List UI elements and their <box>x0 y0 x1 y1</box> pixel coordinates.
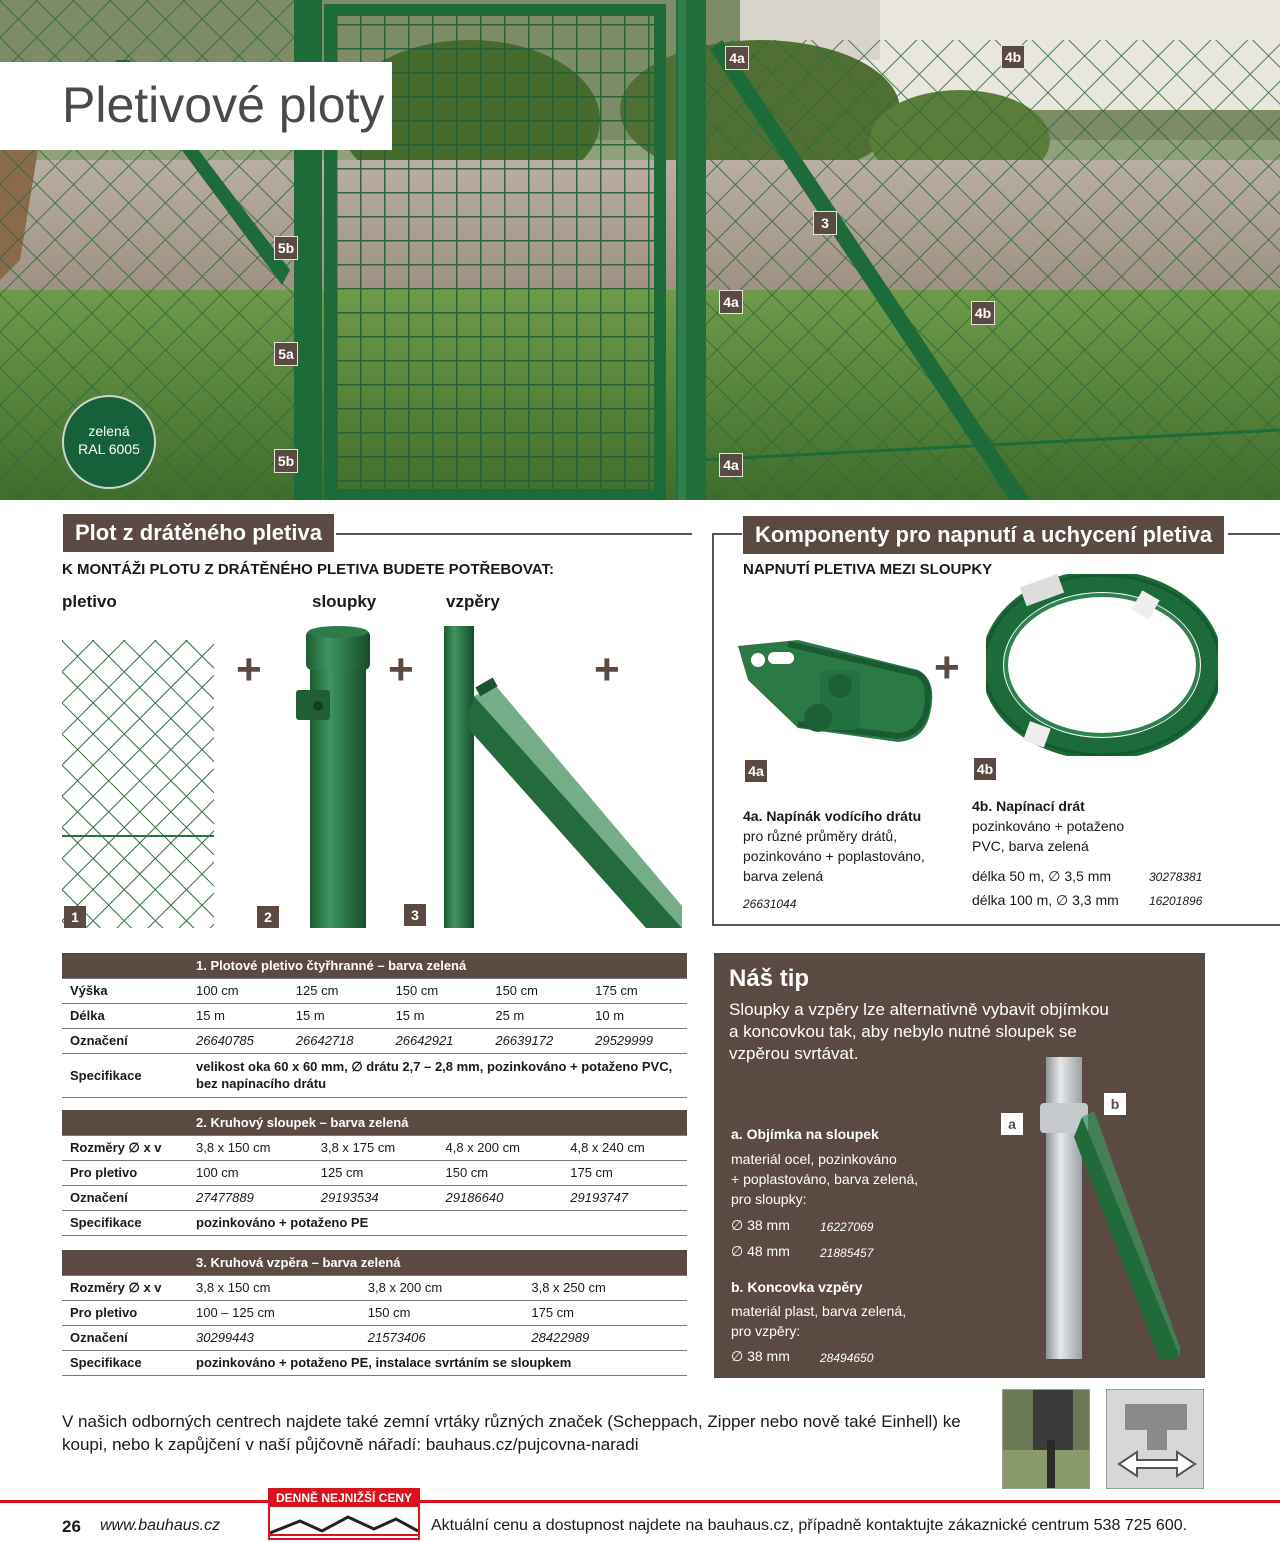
table-row <box>62 1053 687 1097</box>
price-zigzag-icon <box>270 1507 418 1538</box>
product-code: 16227069 <box>820 1220 874 1234</box>
table-cell: 15 m <box>288 1003 388 1028</box>
callout-badge: 5a <box>274 342 298 366</box>
table-row <box>62 1275 687 1300</box>
table-row <box>62 1028 687 1053</box>
daily-low-price-label: DENNĚ NEJNIŽŠÍ CENY <box>270 1490 418 1507</box>
table-cell: 100 cm <box>188 978 288 1003</box>
tensioner-image <box>728 630 936 752</box>
row-header: Označení <box>62 1325 188 1350</box>
table-cell: 15 m <box>388 1003 488 1028</box>
row-header: Pro pletivo <box>62 1300 188 1325</box>
row-header: Označení <box>62 1185 188 1210</box>
item-label-braces: vzpěry <box>446 592 500 611</box>
product-desc: pozinkováno + potaženo <box>972 818 1125 834</box>
table-cell: 150 cm <box>438 1160 563 1185</box>
table-cell: 25 m <box>487 1003 587 1028</box>
tip-a-title: a. Objímka na sloupek <box>731 1126 879 1142</box>
product-code: 28494650 <box>820 1351 874 1365</box>
tip-a-desc: materiál ocel, pozinkováno <box>731 1151 897 1167</box>
callout-badge: 4a <box>725 46 749 70</box>
item-number: 1 <box>64 906 86 928</box>
table-row <box>62 1350 687 1375</box>
tip-a-desc: pro sloupky: <box>731 1191 807 1207</box>
mesh-image <box>62 640 214 928</box>
table-title: 1. Plotové pletivo čtyřhranné – barva zelená <box>62 953 687 978</box>
auger-note: V našich odborných centrech najdete také zemní vrtáky různých značek (Scheppach, Zipper nebo nově také Einhell) ke koupi, nebo k zapůjčení v naší půjčovně nářadí: bauhaus.cz/pujcovna-naradi <box>62 1412 961 1454</box>
table-cell: 150 cm <box>360 1300 524 1325</box>
footer-rule <box>0 1500 1280 1503</box>
table-cell: 4,8 x 240 cm <box>562 1135 687 1160</box>
product-code: 29529999 <box>587 1028 687 1053</box>
plus-sign: + <box>934 643 960 692</box>
product-title: 4b. Napínací drát <box>972 798 1085 814</box>
frame-line <box>712 924 1280 926</box>
row-header: Výška <box>62 978 188 1003</box>
product-code: 26642718 <box>288 1028 388 1053</box>
product-code: 26631044 <box>743 897 797 911</box>
item-badge: 4b <box>974 758 996 780</box>
rental-icon <box>1106 1389 1204 1489</box>
table-cell: 125 cm <box>288 978 388 1003</box>
color-name: zelená <box>88 423 130 439</box>
row-header: Rozměry ∅ x v <box>62 1135 188 1160</box>
product-desc: PVC, barva zelená <box>972 838 1089 854</box>
row-header: Pro pletivo <box>62 1160 188 1185</box>
tip-b-desc: pro vzpěry: <box>731 1323 801 1339</box>
table-cell: 175 cm <box>587 978 687 1003</box>
table-row <box>62 1210 687 1235</box>
callout-badge: 4a <box>719 290 743 314</box>
product-code: 27477889 <box>188 1185 313 1210</box>
row-header: Označení <box>62 1028 188 1053</box>
table-cell: 3,8 x 150 cm <box>188 1135 313 1160</box>
table-cell: 4,8 x 200 cm <box>438 1135 563 1160</box>
plus-sign: + <box>236 645 262 694</box>
table-row <box>62 1135 687 1160</box>
product-code: 26640785 <box>188 1028 288 1053</box>
tip-a-desc: + poplastováno, barva zelená, <box>731 1171 919 1187</box>
table-cell: 10 m <box>587 1003 687 1028</box>
product-code: 16201896 <box>1149 894 1203 908</box>
product-desc: barva zelená <box>743 868 824 884</box>
tensioner-text <box>743 806 925 886</box>
footer-info: Aktuální cenu a dostupnost najdete na bauhaus.cz, případně kontaktujte zákaznické centrum 538 725 600. <box>431 1517 1188 1534</box>
section-heading-components: Komponenty pro napnutí a uchycení pletiva <box>743 516 1224 554</box>
website-link[interactable]: www.bauhaus.cz <box>100 1517 221 1534</box>
row-header: Specifikace <box>62 1210 188 1235</box>
table-cell: 3,8 x 250 cm <box>523 1275 687 1300</box>
product-code: 21573406 <box>360 1325 524 1350</box>
table-posts <box>62 1110 687 1236</box>
table-cell: 3,8 x 175 cm <box>313 1135 438 1160</box>
wire-text <box>972 796 1124 856</box>
tip-b-desc: materiál plast, barva zelená, <box>731 1303 907 1319</box>
variant-label: délka 100 m, ∅ 3,3 mm <box>972 892 1119 908</box>
callout-badge: 5b <box>274 449 298 473</box>
callout-badge: 4b <box>971 301 995 325</box>
table-cell: 150 cm <box>487 978 587 1003</box>
ral-code: RAL 6005 <box>78 441 140 457</box>
table-row <box>62 1003 687 1028</box>
product-code: 26639172 <box>487 1028 587 1053</box>
table-title: 2. Kruhový sloupek – barva zelená <box>62 1110 687 1135</box>
callout-badge: 4a <box>719 453 743 477</box>
spec-cell: velikost oka 60 x 60 mm, ∅ drátu 2,7 – 2,8 mm, pozinkováno + potaženo PVC, bez napínacího drátu <box>188 1053 687 1097</box>
table-cell: 175 cm <box>523 1300 687 1325</box>
wire-coil-image <box>986 574 1218 756</box>
tip-text: Sloupky a vzpěry lze alternativně vybavit objímkou a koncovkou tak, aby nebylo nutné sloupek se vzpěrou svrtávat. <box>729 1000 1109 1063</box>
product-code: 30278381 <box>1149 870 1203 884</box>
section-heading-fence: Plot z drátěného pletiva <box>63 514 334 552</box>
brace-image <box>436 626 686 928</box>
item-number: 3 <box>404 904 426 926</box>
section-subheading: K MONTÁŽI PLOTU Z DRÁTĚNÉHO PLETIVA BUDETE POTŘEBOVAT: <box>62 561 554 578</box>
variant-label: ∅ 38 mm <box>731 1348 790 1364</box>
table-row <box>62 978 687 1003</box>
item-label-posts: sloupky <box>312 592 377 611</box>
table-row <box>62 1185 687 1210</box>
callout-badge: 5b <box>274 236 298 260</box>
table-row <box>62 1325 687 1350</box>
item-label-mesh: pletivo <box>62 592 117 611</box>
table-cell: 100 cm <box>188 1160 313 1185</box>
plus-sign: + <box>388 645 414 694</box>
page-number: 26 <box>62 1517 81 1536</box>
spec-cell: pozinkováno + potaženo PE, instalace svrtáním se sloupkem <box>188 1350 687 1375</box>
spec-cell: pozinkováno + potaženo PE <box>188 1210 687 1235</box>
table-mesh <box>62 953 687 1098</box>
product-code: 29193534 <box>313 1185 438 1210</box>
frame-line <box>712 533 742 535</box>
row-header: Rozměry ∅ x v <box>62 1275 188 1300</box>
table-cell: 3,8 x 200 cm <box>360 1275 524 1300</box>
post-image <box>296 626 372 928</box>
color-badge <box>62 395 156 489</box>
product-code: 29193747 <box>562 1185 687 1210</box>
table-braces <box>62 1250 687 1376</box>
product-code: 29186640 <box>438 1185 563 1210</box>
product-title: 4a. Napínák vodícího drátu <box>743 808 922 824</box>
product-code: 28422989 <box>523 1325 687 1350</box>
callout-badge: 3 <box>813 211 837 235</box>
row-header: Specifikace <box>62 1053 188 1097</box>
hero-photo <box>0 0 1280 500</box>
frame-line <box>712 533 714 926</box>
section-divider <box>336 533 692 535</box>
table-cell: 100 – 125 cm <box>188 1300 360 1325</box>
item-badge: 4a <box>745 760 767 782</box>
product-desc: pro různé průměry drátů, <box>743 828 898 844</box>
table-cell: 125 cm <box>313 1160 438 1185</box>
tip-box <box>714 953 1205 1378</box>
section-subheading: NAPNUTÍ PLETIVA MEZI SLOUPKY <box>743 561 993 578</box>
product-code: 30299443 <box>188 1325 360 1350</box>
table-cell: 175 cm <box>562 1160 687 1185</box>
daily-low-price-logo <box>268 1488 420 1540</box>
table-title: 3. Kruhová vzpěra – barva zelená <box>62 1250 687 1275</box>
table-cell: 3,8 x 150 cm <box>188 1275 360 1300</box>
tip-title: Náš tip <box>729 965 810 992</box>
table-cell: 150 cm <box>388 978 488 1003</box>
product-code: 21885457 <box>820 1246 874 1260</box>
auger-photo <box>1002 1389 1090 1489</box>
variant-label: ∅ 48 mm <box>731 1243 790 1259</box>
item-number: 2 <box>257 906 279 928</box>
product-desc: pozinkováno + poplastováno, <box>743 848 925 864</box>
table-row <box>62 1160 687 1185</box>
row-header: Délka <box>62 1003 188 1028</box>
tip-badge-b: b <box>1103 1092 1127 1116</box>
frame-line <box>1228 533 1280 535</box>
callout-badge: 4b <box>1001 45 1025 69</box>
tip-b-title: b. Koncovka vzpěry <box>731 1279 863 1295</box>
variant-label: délka 50 m, ∅ 3,5 mm <box>972 868 1112 884</box>
tip-badge-a: a <box>1000 1112 1024 1136</box>
row-header: Specifikace <box>62 1350 188 1375</box>
table-row <box>62 1300 687 1325</box>
product-code: 26642921 <box>388 1028 488 1053</box>
plus-sign: + <box>594 645 620 694</box>
page-title: Pletivové ploty <box>0 62 392 150</box>
table-cell: 15 m <box>188 1003 288 1028</box>
variant-label: ∅ 38 mm <box>731 1217 790 1233</box>
